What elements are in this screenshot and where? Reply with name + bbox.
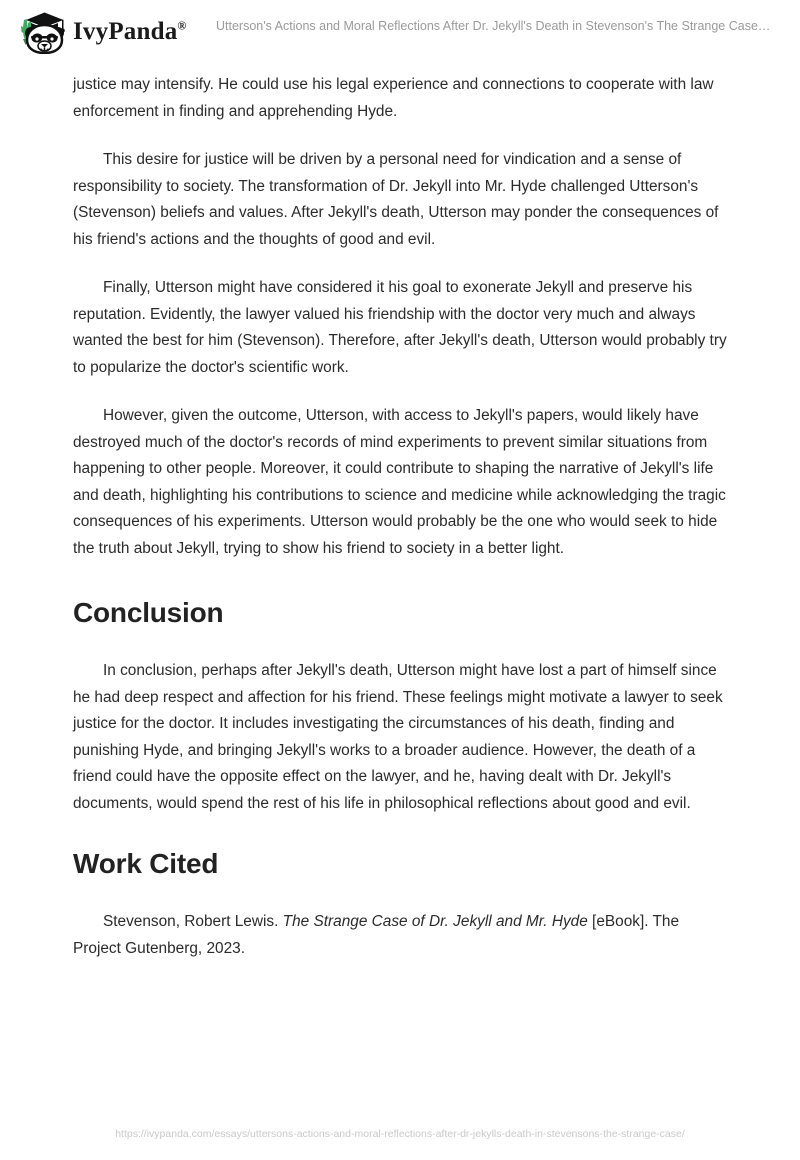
page-header [0,0,800,62]
paragraph-continued: justice may intensify. He could use his legal experience and connections to cooperate with law enforcement in finding and apprehending Hyde. [73,76,714,120]
document-body [73,72,727,984]
paragraph: This desire for justice will be driven by a personal need for vindication and a sense of responsibility to society. The transformation of Dr. Jekyll into Mr. Hyde challenged Utterson's (Stevenson) beliefs and values. After Jekyll's death, Utterson may ponder the consequences of his friend's actions and the thoughts of good and evil. [73,151,719,248]
brand-name [73,19,187,44]
citation-author: Stevenson, Robert Lewis. [103,913,279,930]
registered-trademark-mark: ® [177,18,187,33]
heading-work-cited: Work Cited [73,848,219,879]
citation-suffix: [eBook]. The Project Gutenberg, 2023. [73,913,680,957]
paragraph: Finally, Utterson might have considered it his goal to exonerate Jekyll and preserve his reputation. Evidently, the lawyer valued his friendship with the doctor very much and always wanted the best for him (Stevenson). Therefore, after Jekyll's death, Utterson would probably try to popularize the doctor's scientific work. [73,279,727,376]
header-document-title: Utterson's Actions and Moral Reflections After Dr. Jekyll's Death in Stevenson's The Strange Case… [216,19,771,33]
footer-source-url[interactable]: https://ivypanda.com/essays/uttersons-actions-and-moral-reflections-after-dr-jekylls-death-in-stevensons-the-strange-case/ [115,1128,685,1140]
panda-graduate-logo-icon [16,8,68,54]
brand-name-text: IvyPanda [73,17,178,45]
brand-logo-link[interactable] [16,8,187,54]
citation-title: The Strange Case of Dr. Jekyll and Mr. Hyde [282,913,588,930]
heading-conclusion: Conclusion [73,597,224,628]
page-footer [0,1124,800,1142]
citation-entry [73,909,727,962]
paragraph: However, given the outcome, Utterson, with access to Jekyll's papers, would likely have destroyed much of the doctor's records of mind experiments to prevent similar situations from happening to other people. Moreover, it could contribute to shaping the narrative of Jekyll's life and death, highlighting his contributions to science and medicine while acknowledging the tragic consequences of his experiments. Utterson would probably be the one who would seek to hide the truth about Jekyll, trying to show his friend to society in a better light. [73,407,726,557]
paragraph-conclusion: In conclusion, perhaps after Jekyll's death, Utterson might have lost a part of himself since he had deep respect and affection for his friend. These feelings might motivate a lawyer to seek justice for the doctor. It includes investigating the circumstances of his death, finding and punishing Hyde, and bringing Jekyll's works to a broader audience. However, the death of a friend could have the opposite effect on the lawyer, and he, having dealt with Dr. Jekyll's documents, would spend the rest of his life in philosophical reflections about good and evil. [73,662,723,812]
